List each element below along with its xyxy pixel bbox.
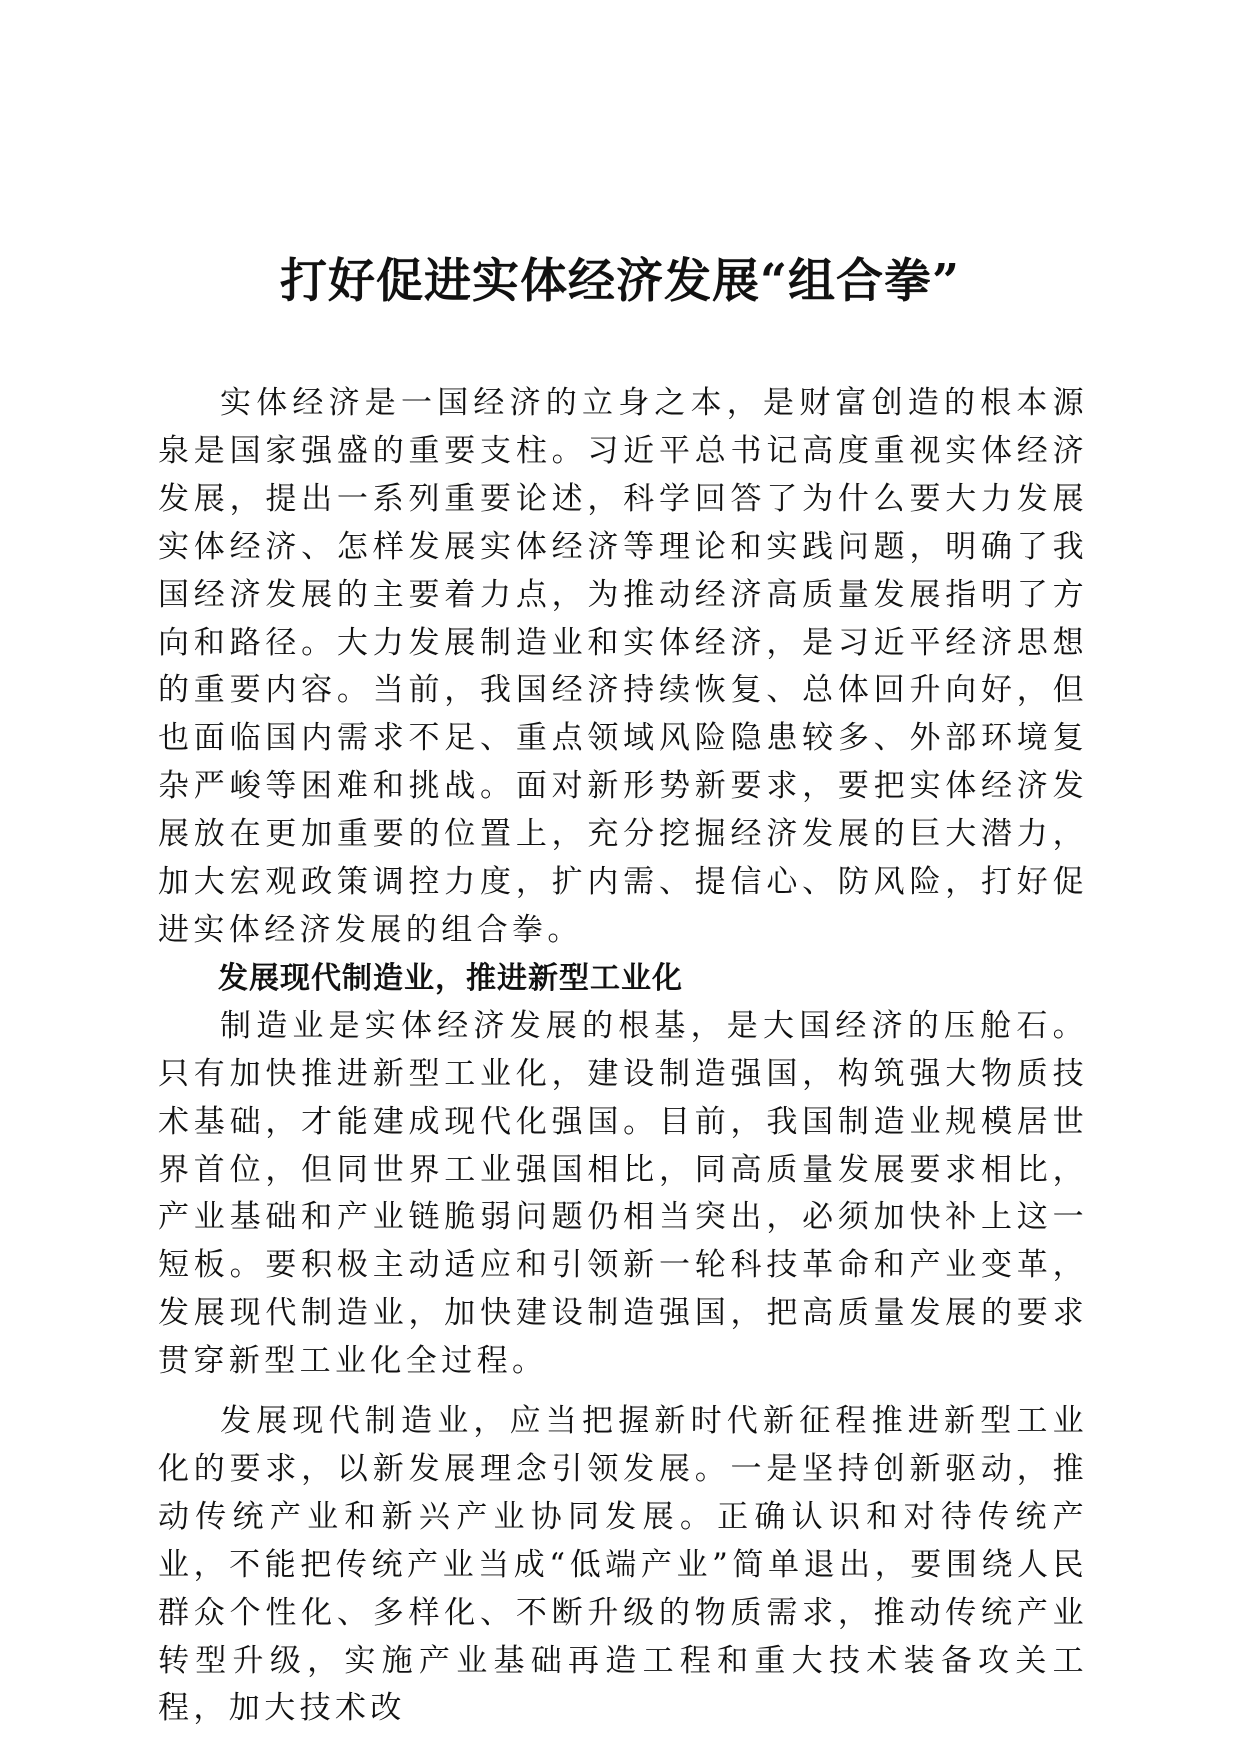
section-heading: 发展现代制造业，推进新型工业化 <box>218 960 683 996</box>
document-body <box>158 380 1088 1733</box>
paragraph-modern-manufacturing: 发展现代制造业，应当把握新时代新征程推进新型工业化的要求，以新发展理念引领发展。一是坚持创新驱动，推动传统产业和新兴产业协同发展。正确认识和对待传统产业，不能把传统产业当成“低端产业”简单退出，要围绕人民群众个性化、多样化、不断升级的物质需求，推动传统产业转型升级，实施产业基础再造工程和重大技术装备攻关工程，加大技术改 <box>158 1403 1088 1727</box>
document-title: 打好促进实体经济发展“组合拳” <box>279 254 961 309</box>
paragraph-manufacturing: 制造业是实体经济发展的根基，是大国经济的压舱石。只有加快推进新型工业化，建设制造强国，构筑强大物质技术基础，才能建成现代化强国。目前，我国制造业规模居世界首位，但同世界工业强国相比，同高质量发展要求相比，产业基础和产业链脆弱问题仍相当突出，必须加快补上这一短板。要积极主动适应和引领新一轮科技革命和产业变革，发展现代制造业，加快建设制造强国，把高质量发展的要求贯穿新型工业化全过程。 <box>158 1007 1088 1380</box>
paragraph-intro: 实体经济是一国经济的立身之本，是财富创造的根本源泉是国家强盛的重要支柱。习近平总书记高度重视实体经济发展，提出一系列重要论述，科学回答了为什么要大力发展实体经济、怎样发展实体经济等理论和实践问题，明确了我国经济发展的主要着力点，为推动经济高质量发展指明了方向和路径。大力发展制造业和实体经济，是习近平经济思想的重要内容。当前，我国经济持续恢复、总体回升向好，但也面临国内需求不足、重点领域风险隐患较多、外部环境复杂严峻等困难和挑战。面对新形势新要求，要把实体经济发展放在更加重要的位置上，充分挖掘经济发展的巨大潜力，加大宏观政策调控力度，扩内需、提信心、防风险，打好促进实体经济发展的组合拳。 <box>158 385 1088 948</box>
